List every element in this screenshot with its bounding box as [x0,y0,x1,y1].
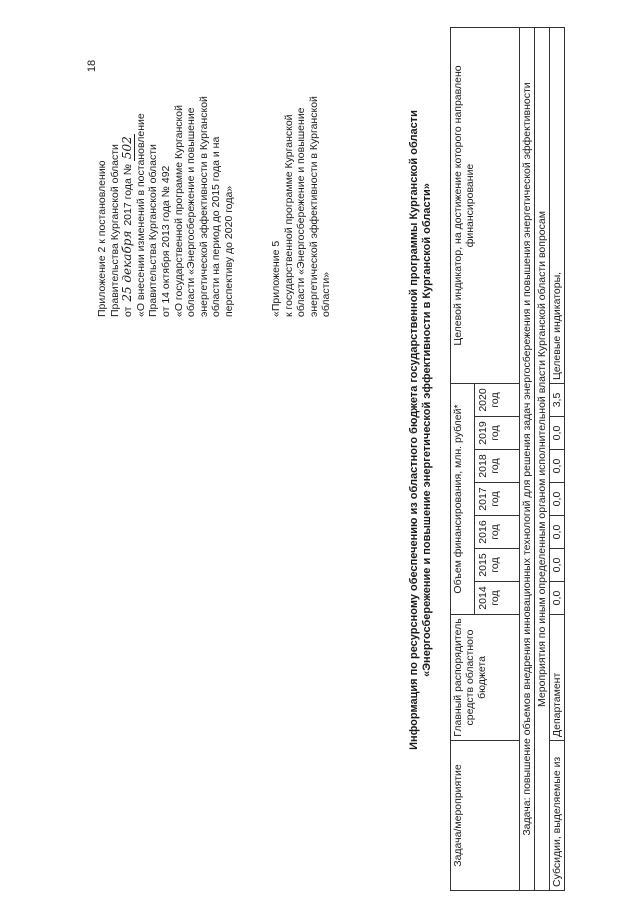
header-year: 2014 год [474,582,519,615]
appendix-line: к государственной программе Курганской [282,114,295,317]
financing-table [450,27,565,891]
decree-line: Правительства Курганской области [147,144,160,317]
cell-value: 0,0 [550,450,565,483]
appendix-line: области» [320,271,333,317]
cell-value: 0,0 [550,582,565,615]
appendix-line: «Приложение 5 [270,240,282,317]
header-year: 2016 год [474,516,519,549]
handwritten-number: 502 [120,136,135,160]
decree-line: энергетической эффективности в Курганской [197,96,210,317]
cell-value: 0,0 [550,549,565,582]
section-measures-row: Мероприятия по иным определенным органом исполнительной власти Курганской области вопросам [535,27,550,890]
appendix-line: области «Энергосбережение и повышение [295,107,308,317]
header-volume: Объем финансирования, млн. рублей* [451,383,475,614]
decree-line: Приложение 2 к постановлению [96,160,108,317]
section-task-row: Задача: повышение объемов внедрения инновационных технологий для решения задач энергосбережения и повышения энергетической эффективности [520,27,535,890]
header-year: 2015 год [474,549,519,582]
cell-value: 0,0 [550,417,565,450]
decree-line: «О государственной программе Курганской [172,105,185,317]
cell-manager: Департамент [550,615,565,741]
header-year: 2017 год [474,483,519,516]
header-year: 2020 год [474,383,519,416]
header-indicator: Целевой индикатор, на достижение которого направлено финансирование [451,27,520,383]
decree-date-prefix: от [122,306,135,317]
title-line: «Энергосбережение и повышение энергетической эффективности в Курганской области» [421,183,433,677]
decree-block [96,27,236,317]
decree-line: «О внесении изменений в постановление [134,113,147,317]
handwritten-date: 25 декабря [120,230,135,302]
cell-task: Субсидии, выделяемые из [550,741,565,891]
decree-line: области на период до 2015 года и на [210,136,223,317]
decree-date-line [121,27,135,317]
decree-line: Правительства Курганской области [108,144,121,317]
cell-value: 0,0 [550,516,565,549]
appendix-line: энергетической эффективности в Курганской [307,96,320,317]
cell-indicator: Целевые индикаторы, [550,27,565,383]
document-title [408,35,434,825]
appendix-block [270,27,333,317]
decree-year: 2017 года № [122,164,135,226]
page-number: 18 [86,59,98,73]
decree-line: перспективу до 2020 года» [222,185,235,317]
decree-line: от 14 октября 2013 года № 492 [159,165,172,317]
header-task: Задача/мероприятие [451,741,520,891]
cell-value: 3,5 [550,383,565,416]
table-row [550,27,565,890]
title-line: Информация по ресурсному обеспечению из областного бюджета государственной программы Курганской области [408,110,420,750]
header-year: 2019 год [474,417,519,450]
decree-line: области «Энергосбережение и повышение [185,107,198,317]
header-year: 2018 год [474,450,519,483]
header-manager: Главный распорядитель средств областного бюджета [451,615,520,741]
cell-value: 0,0 [550,483,565,516]
